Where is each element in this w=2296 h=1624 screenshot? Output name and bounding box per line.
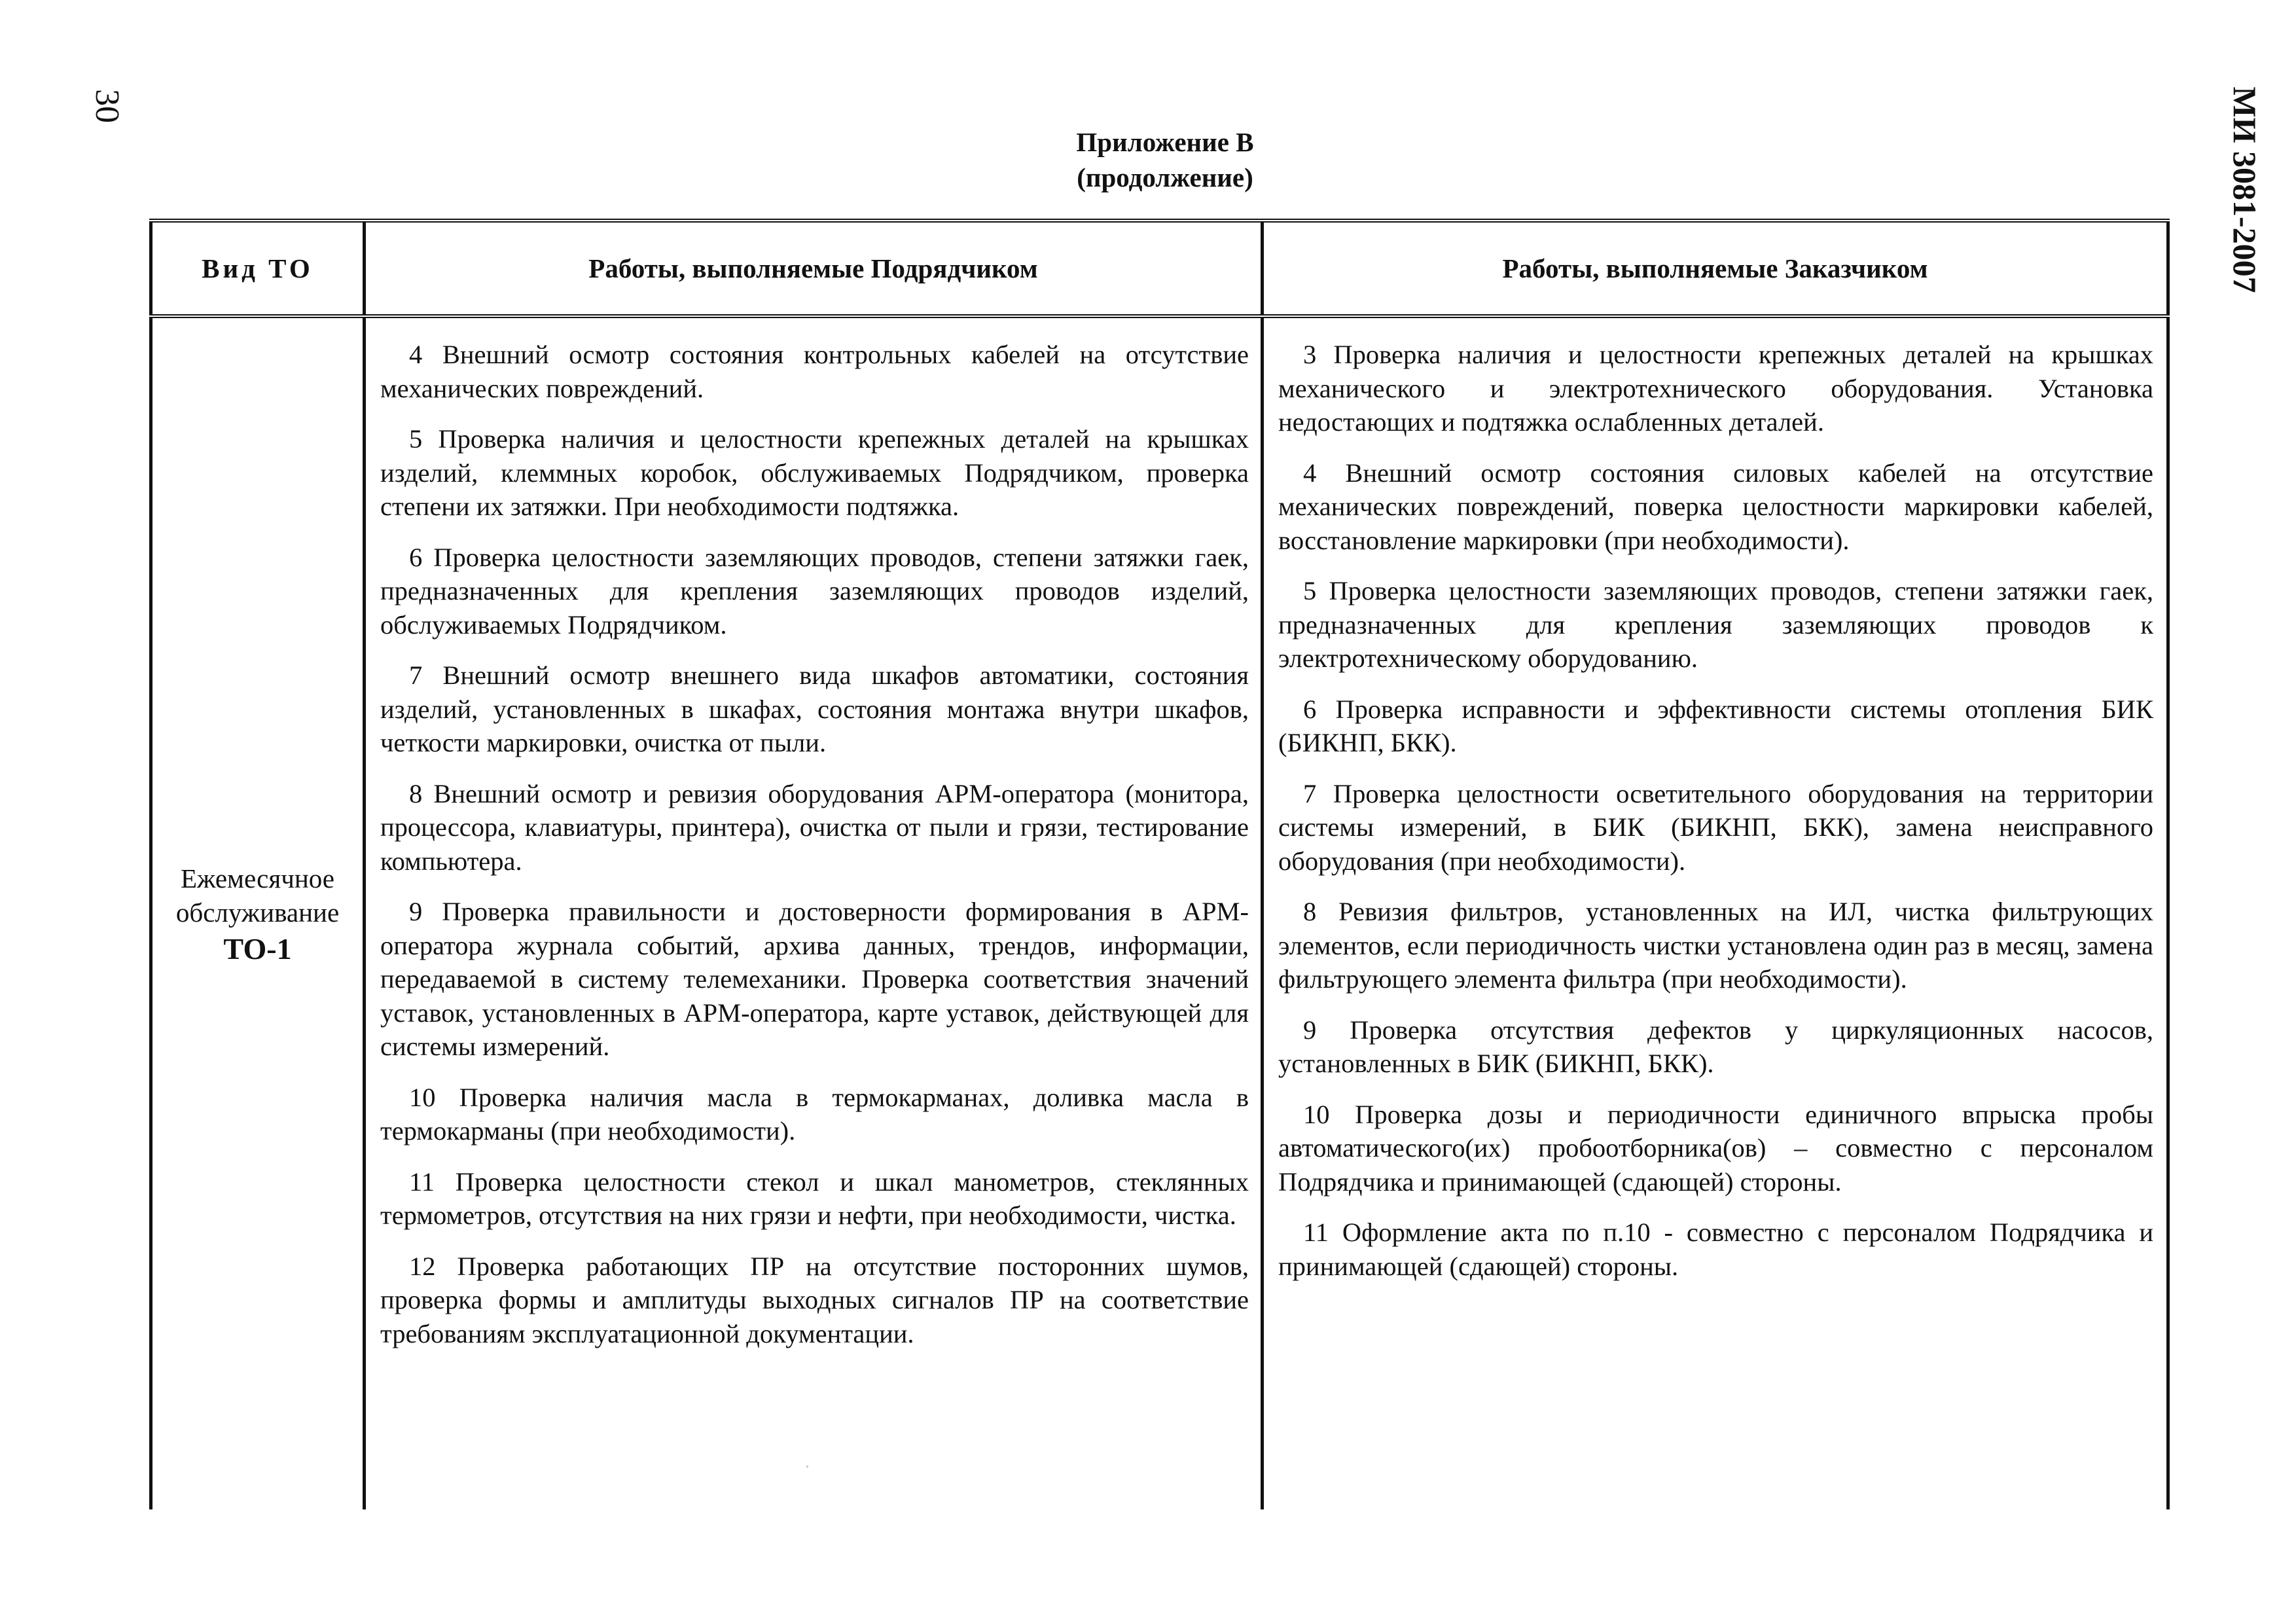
list-item: 8 Внешний осмотр и ревизия оборудования АРМ-оператора (монитора, процессора, клавиатуры, принтера), очистка от пыли и грязи, тестирование компьютера.: [380, 778, 1249, 876]
header-customer-works: Работы, выполняемые Заказчиком: [1263, 221, 2168, 316]
list-item: 5 Проверка наличия и целостности крепежных деталей на крышках изделий, клеммных коробок, обслуживаемых Подрядчиком, проверка степени их затяжки. При необходимости подтяжка.: [380, 424, 1249, 521]
page-number: 30: [88, 89, 126, 123]
customer-works-cell: [1263, 316, 2168, 1509]
list-item: 7 Проверка целостности осветительного оборудования на территории системы измерений, в БИК (БИКНП, БКК), замена неисправного оборудования (при необходимости).: [1278, 778, 2153, 876]
scan-speck: [806, 1466, 808, 1468]
list-item: 9 Проверка отсутствия дефектов у циркуляционных насосов, установленных в БИК (БИКНП, БКК).: [1278, 1015, 2153, 1078]
list-item: 10 Проверка наличия масла в термокарманах, доливка масла в термокарманы (при необходимости).: [380, 1082, 1249, 1146]
list-item: 4 Внешний осмотр состояния силовых кабелей на отсутствие механических повреждений, поверка целостности маркировки кабелей, восстановление маркировки (при необходимости).: [1278, 458, 2153, 555]
appendix-title: Приложение В: [1076, 127, 1254, 157]
list-item: 6 Проверка целостности заземляющих проводов, степени затяжки гаек, предназначенных для крепления заземляющих проводов изделий, обслуживаемых Подрядчиком.: [380, 542, 1249, 640]
maintenance-kind-cell: [151, 316, 365, 1509]
header-kind: Вид ТО: [151, 221, 365, 316]
document-code: МИ 3081-2007: [2227, 86, 2263, 293]
kind-line-1: Ежемесячное: [180, 863, 334, 893]
appendix-heading: [949, 124, 1381, 195]
maintenance-table: [149, 219, 2170, 1509]
list-item: 4 Внешний осмотр состояния контрольных кабелей на отсутствие механических повреждений.: [380, 340, 1249, 403]
kind-line-2: обслуживание: [175, 897, 340, 928]
list-item: 6 Проверка исправности и эффективности системы отопления БИК (БИКНП, БКК).: [1278, 694, 2153, 757]
list-item: 12 Проверка работающих ПР на отсутствие посторонних шумов, проверка формы и амплитуды выходных сигналов ПР на соответствие требованиям эксплуатационной документации.: [380, 1251, 1249, 1348]
list-item: 8 Ревизия фильтров, установленных на ИЛ, чистка фильтрующих элементов, если периодичность чистки установлена один раз в месяц, замена фильтрующего элемента фильтра (при необходимости).: [1278, 897, 2153, 994]
list-item: 10 Проверка дозы и периодичности единичного впрыска пробы автоматического(их) пробоотборника(ов) – совместно с персоналом Подрядчика и принимающей (сдающей) стороны.: [1278, 1099, 2153, 1197]
list-item: 9 Проверка правильности и достоверности формирования в АРМ-оператора журнала событий, архива данных, трендов, информации, передаваемой в систему телемеханики. Проверка соответствия значений уставок, установленных в АРМ-оператора, карте уставок, действующей для системы измерений.: [380, 897, 1249, 1061]
contractor-items-list: [366, 318, 1261, 1374]
list-item: 11 Проверка целостности стекол и шкал манометров, стеклянных термометров, отсутствия на них грязи и нефти, при необходимости, чистка.: [380, 1166, 1249, 1230]
appendix-subtitle: (продолжение): [1077, 162, 1253, 192]
list-item: 3 Проверка наличия и целостности крепежных деталей на крышках механического и электротехнического оборудования. Установка недостающих и подтяжка ослабленных деталей.: [1278, 340, 2153, 437]
header-contractor-works: Работы, выполняемые Подрядчиком: [365, 221, 1263, 316]
list-item: 7 Внешний осмотр внешнего вида шкафов автоматики, состояния изделий, установленных в шкафах, состояния монтажа внутри шкафов, четкости маркировки, очистка от пыли.: [380, 660, 1249, 757]
customer-items-list: [1264, 318, 2166, 1307]
table-row: [151, 316, 2168, 1509]
list-item: 5 Проверка целостности заземляющих проводов, степени затяжки гаек, предназначенных для крепления заземляющих проводов к электротехническому оборудованию.: [1278, 576, 2153, 673]
table-header-row: [151, 221, 2168, 316]
list-item: 11 Оформление акта по п.10 - совместно с персоналом Подрядчика и принимающей (сдающей) стороны.: [1278, 1218, 2153, 1281]
kind-code: ТО-1: [223, 932, 292, 965]
contractor-works-cell: [365, 316, 1263, 1509]
